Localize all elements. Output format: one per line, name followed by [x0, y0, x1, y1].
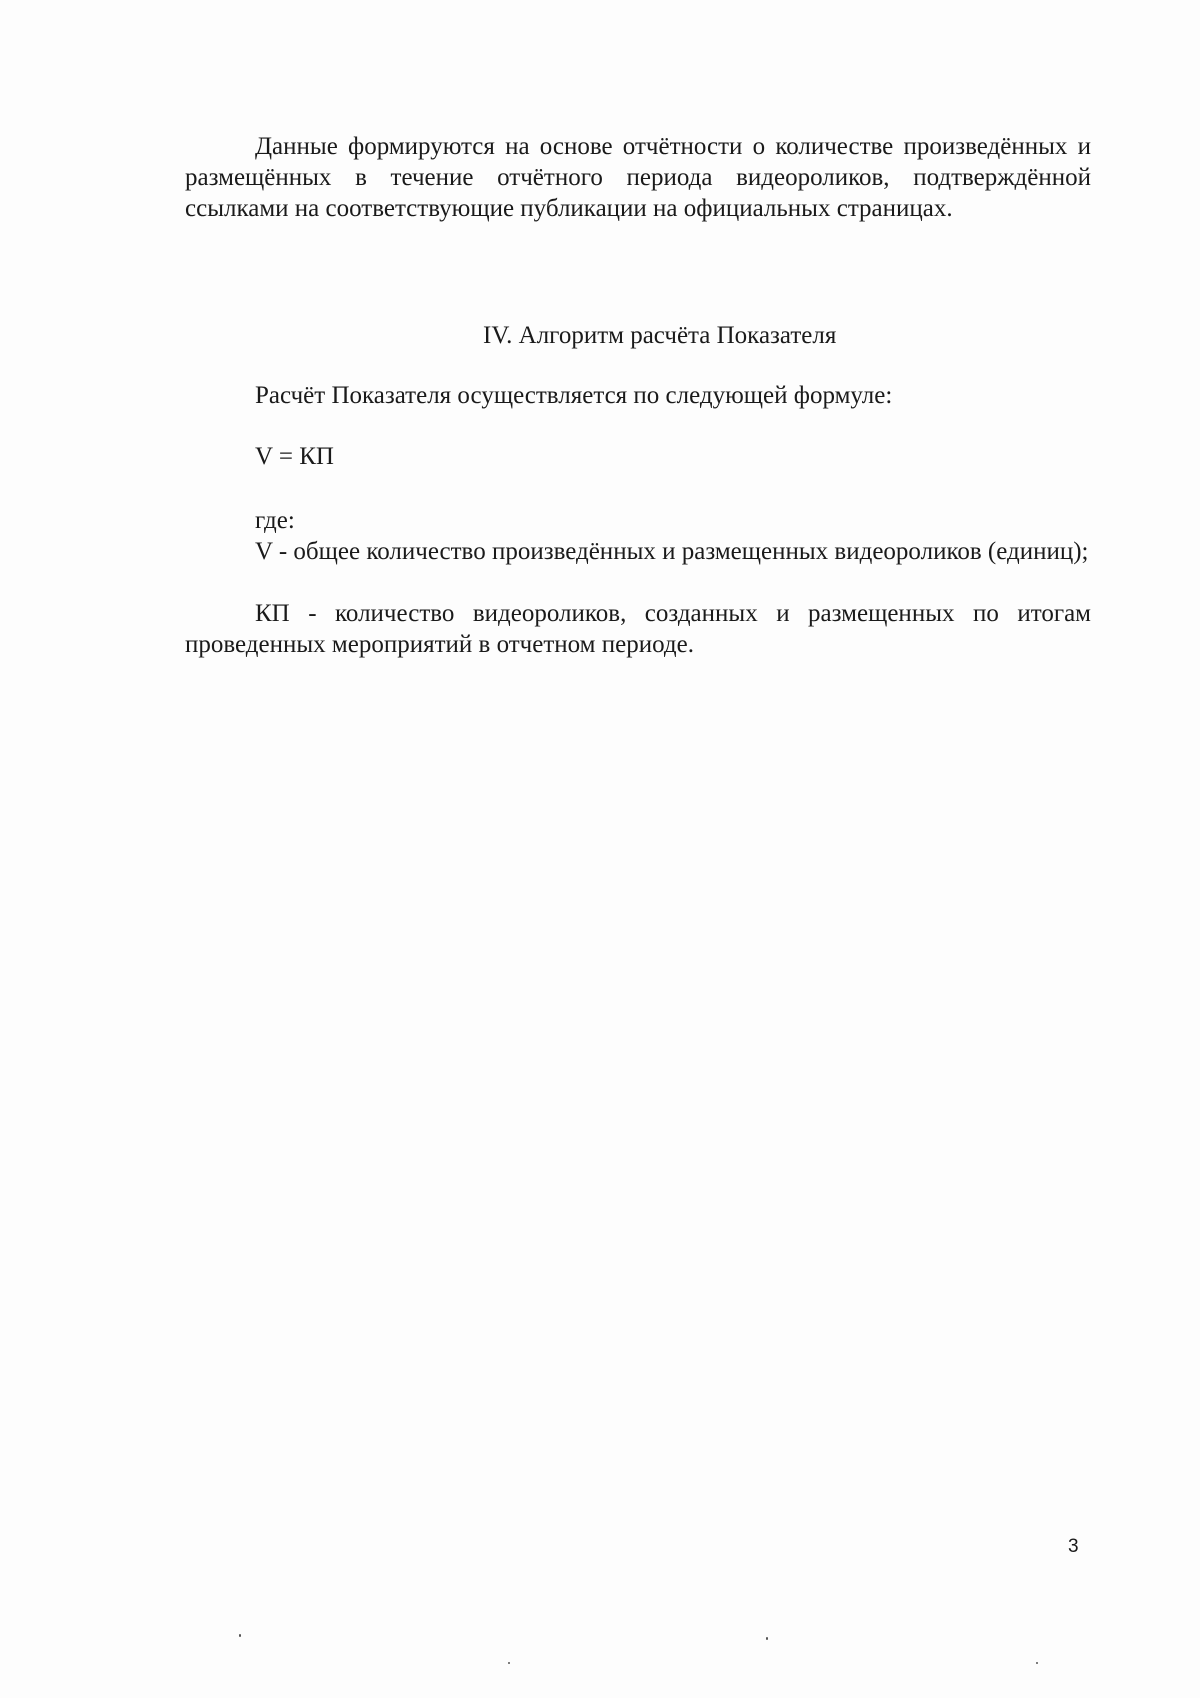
section-heading: IV. Алгоритм расчёта Показателя: [483, 322, 837, 349]
where-label: где:: [255, 507, 295, 534]
definition-kp: КП - количество видеороликов, созданных и размещенных по итогам проведенных мероприятий в отчетном периоде.: [185, 600, 1091, 658]
scan-speck: [766, 1637, 768, 1640]
definition-v: V - общее количество произведённых и размещенных видеороликов (единиц);: [255, 538, 1089, 565]
page-number: 3: [1068, 1536, 1079, 1557]
formula: V = КП: [255, 443, 334, 470]
scan-speck: [508, 1662, 510, 1664]
scan-speck: [239, 1634, 241, 1637]
formula-intro: Расчёт Показателя осуществляется по следующей формуле:: [255, 382, 893, 409]
scan-speck: [1036, 1662, 1038, 1664]
intro-paragraph: Данные формируются на основе отчётности о количестве произведённых и размещённых в течение отчётного периода видеороликов, подтверждённой ссылками на соответствующие публикации на официальных страницах.: [185, 133, 1091, 222]
